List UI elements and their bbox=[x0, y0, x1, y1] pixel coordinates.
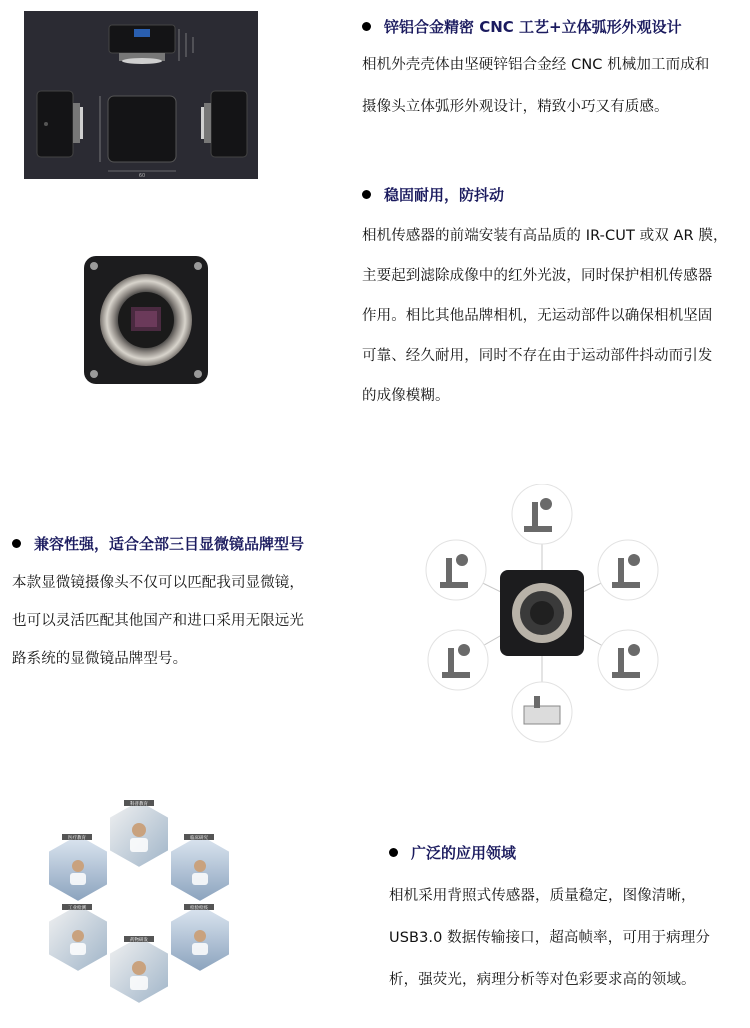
body-line: 也可以灵活匹配其他国产和进口采用无限远光 bbox=[12, 613, 304, 629]
body-line: 相机传感器的前端安装有高品质的 IR-CUT 或双 AR 膜， bbox=[362, 228, 728, 244]
section-applications bbox=[389, 842, 744, 1001]
hex-label: 药物研发 bbox=[130, 938, 148, 943]
camera-front-photo bbox=[82, 254, 210, 386]
body-line: 主要起到滤除成像中的红外光波，同时保护相机传感器 bbox=[362, 268, 713, 284]
hex-label: 医疗教育 bbox=[68, 836, 86, 841]
bullet-icon bbox=[389, 848, 398, 857]
section-heading bbox=[362, 184, 746, 205]
section-durable bbox=[362, 184, 746, 416]
bullet-icon bbox=[362, 190, 371, 199]
section-compatibility bbox=[12, 533, 352, 678]
application-hexagon-collage bbox=[38, 796, 242, 1010]
heading-text: 兼容性强，适合全部三目显微镜品牌型号 bbox=[34, 535, 305, 553]
camera-dimension-diagram bbox=[24, 11, 258, 179]
body-line: 相机外壳壳体由坚硬锌铝合金经 CNC 机械加工而成和 bbox=[362, 57, 710, 73]
heading-text: 锌铝合金精密 CNC 工艺+立体弧形外观设计 bbox=[384, 18, 682, 36]
hex-label: 临床研究 bbox=[190, 836, 208, 841]
body-line: 本款显微镜摄像头不仅可以匹配我司显微镜， bbox=[12, 575, 304, 591]
body-line: USB3.0 数据传输接口，超高帧率，可用于病理分 bbox=[389, 930, 710, 946]
body-line: 路系统的显微镜品牌型号。 bbox=[12, 651, 188, 667]
hex-label: 工业检测 bbox=[68, 906, 86, 911]
body-line: 摄像头立体弧形外观设计，精致小巧又有质感。 bbox=[362, 98, 669, 115]
body-line: 析，强荧光，病理分析等对色彩要求高的领域。 bbox=[389, 972, 696, 988]
section-heading bbox=[389, 842, 744, 863]
bullet-icon bbox=[362, 22, 371, 31]
hex-label: 科普教育 bbox=[130, 802, 148, 807]
section-heading bbox=[12, 533, 352, 554]
body-line: 相机采用背照式传感器，质量稳定，图像清晰， bbox=[389, 888, 696, 904]
body-line: 可靠、经久耐用，同时不存在由于运动部件抖动而引发 bbox=[362, 348, 713, 364]
dimension-label: 60 bbox=[138, 173, 146, 179]
hex-label: 检验检疫 bbox=[190, 906, 208, 911]
heading-text: 广泛的应用领域 bbox=[411, 844, 517, 862]
section-zinc-alloy bbox=[362, 16, 742, 123]
bullet-icon bbox=[12, 539, 21, 548]
body-line: 的成像模糊。 bbox=[362, 388, 450, 404]
microscope-compatibility-diagram bbox=[420, 484, 665, 744]
heading-text: 稳固耐用，防抖动 bbox=[384, 186, 505, 204]
body-line: 作用。相比其他品牌相机，无运动部件以确保相机坚固 bbox=[362, 308, 713, 324]
section-heading bbox=[362, 16, 742, 37]
